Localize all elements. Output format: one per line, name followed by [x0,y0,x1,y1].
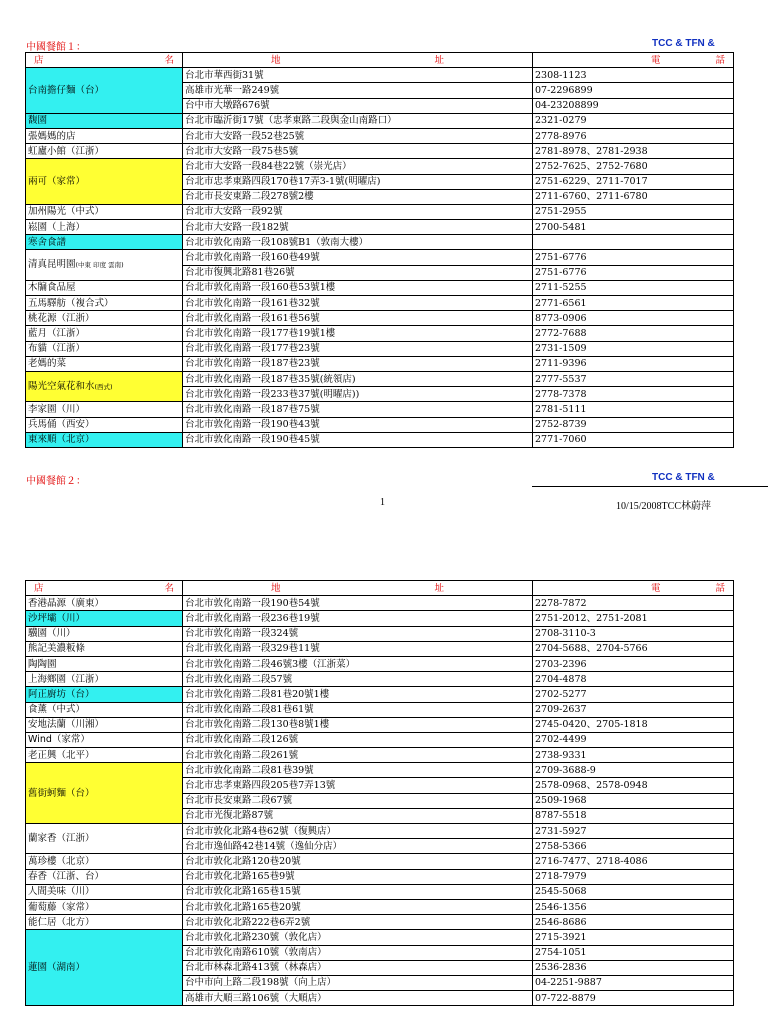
restaurant-name-text: 馥園 [28,115,48,127]
phone-cell: 2546-1356 [533,899,734,914]
table-row [26,356,734,371]
address-cell: 台北市敦化南路一段329巷11號 [183,641,533,656]
phone-cell: 2751-2955 [533,204,734,219]
table-row [26,341,734,356]
phone-cell: 2702-5277 [533,687,734,702]
restaurant-name-text: 五馬驛舫（複合式） [28,297,114,309]
restaurant-name-text: 虹廬小館（江浙） [28,145,105,157]
header-row [26,581,734,596]
phone-cell: 2751-6776 [533,250,734,265]
header-phone: 電 話 [533,53,734,68]
address-cell: 台北市林森北路413號（林森店） [183,960,533,975]
restaurant-name-text: 陶陶園 [28,658,57,670]
restaurant-name-text: Wind（家常） [28,734,90,746]
table-row [26,854,734,869]
phone-cell: 2731-1509 [533,341,734,356]
table-row [26,113,734,128]
phone-cell: 2751-2012、2751-2081 [533,611,734,626]
restaurant-name [26,159,183,205]
address-cell: 台北市大安路一段84巷22號（崇光店） [183,159,533,174]
phone-cell: 2772-7688 [533,326,734,341]
brand-label: TCC & TFN & [652,38,715,49]
restaurant-name-text: 兩可（家常） [28,176,86,188]
phone-cell: 2781-8978、2781-2938 [533,144,734,159]
restaurant-name-text: 老媽的菜 [28,358,67,370]
section-2-label: 中國餐館２： [26,476,86,487]
restaurant-name-text: 台南擔仔麵（台） [28,84,105,96]
address-cell: 台北市長安東路二段278號2樓 [183,189,533,204]
phone-cell: 2745-0420、2705-1818 [533,717,734,732]
restaurant-name [26,748,183,763]
phone-cell: 2715-3921 [533,930,734,945]
restaurant-name-text: 布貓（江浙） [28,343,86,355]
restaurant-name-text: 藍月（江浙） [28,327,86,339]
restaurant-name-text: 蓮園（湖南） [28,962,86,974]
address-cell: 台北市大安路一段52巷25號 [183,128,533,143]
restaurant-name-text: 安地法蘭（川湘） [28,719,105,731]
address-cell: 台北市忠孝東路四段170巷17弄3-1號(明曜店) [183,174,533,189]
restaurant-name-text: 寒舍食譜 [28,236,67,248]
header-row [26,53,734,68]
table-row [26,641,734,656]
table-row [26,611,734,626]
phone-cell: 07-2296899 [533,83,734,98]
restaurant-name-text: 春香（江浙、台） [28,871,105,883]
restaurant-name-text: 蘭家香（江浙） [28,833,95,845]
table-row [26,68,734,83]
restaurant-name-text: 崧園（上海） [28,221,86,233]
address-cell: 台北市敦化南路610號（敦南店） [183,945,533,960]
restaurant-name [26,113,183,128]
phone-cell: 2308-1123 [533,68,734,83]
table-row [26,235,734,250]
phone-cell: 2781-5111 [533,402,734,417]
phone-cell: 2718-7979 [533,869,734,884]
restaurant-name [26,672,183,687]
address-cell: 台北市敦化北路222巷6弄2號 [183,915,533,930]
cuisine-note: (西式) [94,382,113,391]
restaurant-name-text: 張媽媽的店 [28,130,76,142]
address-cell: 台北市敦化南路一段190巷43號 [183,417,533,432]
restaurant-name [26,280,183,295]
table-row [26,220,734,235]
table-row [26,626,734,641]
table-row [26,402,734,417]
phone-cell: 2778-8976 [533,128,734,143]
table-row [26,204,734,219]
table-row [26,596,734,611]
table-row [26,702,734,717]
address-cell: 台北市長安東路二段67號 [183,793,533,808]
restaurant-name-text: 木牖食品屋 [28,282,76,294]
table-row [26,884,734,899]
phone-cell: 2536-2836 [533,960,734,975]
restaurant-name [26,326,183,341]
table-row [26,915,734,930]
phone-cell: 2700-5481 [533,220,734,235]
restaurant-name-text: 食薰（中式） [28,704,86,716]
address-cell: 台北市敦化南路二段81巷61號 [183,702,533,717]
phone-cell [533,235,734,250]
address-cell: 台北市大安路一段182號 [183,220,533,235]
address-cell: 台北市華西街31號 [183,68,533,83]
restaurant-name-text: 東來順（北京） [28,434,95,446]
restaurant-name-text: 李家園（川） [28,403,86,415]
restaurant-name [26,763,183,824]
restaurant-name-text: 驥園（川） [28,628,76,640]
address-cell: 台北市敦化南路一段160巷53號1樓 [183,280,533,295]
table-row [26,296,734,311]
address-cell: 台中市大墩路676號 [183,98,533,113]
header-address: 地 址 [183,581,533,596]
phone-cell: 2778-7378 [533,387,734,402]
phone-cell: 2771-6561 [533,296,734,311]
restaurant-name-text: 清真昆明園 [28,259,76,271]
address-cell: 台北市敦化南路一段161巷56號 [183,311,533,326]
page-date: 10/15/2008TCC林蔚萍 [616,501,712,512]
restaurant-name [26,220,183,235]
restaurant-name [26,596,183,611]
address-cell: 台北市光復北路87號 [183,808,533,823]
phone-cell: 2777-5537 [533,371,734,386]
table-row [26,824,734,839]
address-cell: 台北市敦化南路二段81巷39號 [183,763,533,778]
address-cell: 台北市敦化南路二段81巷20號1樓 [183,687,533,702]
header-name: 店 名 [26,53,183,68]
address-cell: 台北市敦化南路二段261號 [183,748,533,763]
restaurant-name [26,235,183,250]
phone-cell: 2711-5255 [533,280,734,295]
table-row [26,930,734,945]
address-cell: 台北市敦化北路230號（敦化店） [183,930,533,945]
restaurant-name-text: 香港晶源（廣東） [28,597,105,609]
section-title: 中國餐館１： [26,42,86,53]
table-row [26,732,734,747]
phone-cell: 2738-9331 [533,748,734,763]
table-row [26,159,734,174]
restaurant-name [26,854,183,869]
restaurant-name-text: 加州陽光（中式） [28,206,105,218]
restaurant-name [26,687,183,702]
restaurant-name [26,311,183,326]
phone-cell: 2752-7625、2752-7680 [533,159,734,174]
table-row [26,128,734,143]
header-name: 店 名 [26,581,183,596]
address-cell: 台北市敦化南路一段187巷75號 [183,402,533,417]
restaurant-name [26,717,183,732]
table-row [26,280,734,295]
restaurant-name-text: 人間美味（川） [28,886,95,898]
restaurant-name [26,884,183,899]
address-cell: 台北市敦化南路二段57號 [183,672,533,687]
table-row [26,326,734,341]
restaurant-name [26,341,183,356]
brand-label-2: TCC & TFN & [652,472,715,483]
restaurant-name-text: 桃花源（江浙） [28,312,95,324]
address-cell: 台北市忠孝東路四段205巷7弄13號 [183,778,533,793]
table-row [26,748,734,763]
table-row [26,250,734,265]
phone-cell: 2752-8739 [533,417,734,432]
address-cell: 台北市逸仙路42巷14號（逸仙分店） [183,839,533,854]
restaurant-name [26,915,183,930]
address-cell: 台北市敦化南路一段177巷23號 [183,341,533,356]
address-cell: 高雄市光華一路249號 [183,83,533,98]
restaurant-name-text: 陽光空氣花和水 [28,380,95,392]
restaurant-name-text: 熊記美濃粄條 [28,643,86,655]
address-cell: 台北市敦化北路165巷20號 [183,899,533,914]
restaurant-table-1 [25,52,734,448]
phone-cell: 2709-3688-9 [533,763,734,778]
phone-cell: 2708-3110-3 [533,626,734,641]
cuisine-note: (中東 印度 雲南) [75,261,124,270]
phone-cell: 2771-7060 [533,432,734,447]
table-row [26,717,734,732]
phone-cell: 2709-2637 [533,702,734,717]
restaurant-name [26,204,183,219]
phone-cell: 2704-5688、2704-5766 [533,641,734,656]
phone-cell: 04-2251-9887 [533,975,734,990]
table-row [26,432,734,447]
table-row [26,311,734,326]
header-phone: 電 話 [533,581,734,596]
address-cell: 台北市敦化南路一段161巷32號 [183,296,533,311]
restaurant-name-text: 舊街蚵麵（台） [28,787,95,799]
restaurant-name [26,402,183,417]
address-cell: 台北市敦化南路一段187巷23號 [183,356,533,371]
phone-cell: 2711-9396 [533,356,734,371]
phone-cell: 2704-4878 [533,672,734,687]
phone-cell: 2711-6760、2711-6780 [533,189,734,204]
restaurant-name [26,899,183,914]
restaurant-name [26,250,183,280]
phone-cell: 8787-5518 [533,808,734,823]
address-cell: 台北市敦化北路165巷9號 [183,869,533,884]
restaurant-name [26,930,183,1006]
table-row [26,144,734,159]
address-cell: 台北市敦化南路一段190巷45號 [183,432,533,447]
address-cell: 台北市敦化南路二段126號 [183,732,533,747]
address-cell: 台北市敦化南路一段160巷49號 [183,250,533,265]
phone-cell: 2758-5366 [533,839,734,854]
phone-cell: 2546-8686 [533,915,734,930]
restaurant-name [26,128,183,143]
restaurant-table-2 [25,580,734,1006]
restaurant-name-text: 兵馬俑（西安） [28,419,95,431]
restaurant-name [26,144,183,159]
restaurant-name-text: 葡萄藤（家常） [28,901,95,913]
table-row [26,417,734,432]
address-cell: 台中市向上路二段198號（向上店） [183,975,533,990]
address-cell: 台北市敦化北路165巷15號 [183,884,533,899]
restaurant-name [26,371,183,401]
restaurant-name [26,824,183,854]
phone-cell: 2702-4499 [533,732,734,747]
page-number: 1 [380,497,385,508]
restaurant-name-text: 萬珍樓（北京） [28,855,95,867]
table-row [26,687,734,702]
phone-cell: 2321-0279 [533,113,734,128]
restaurant-name [26,432,183,447]
restaurant-name [26,296,183,311]
address-cell: 台北市臨沂街17號（忠孝東路二段與金山南路口） [183,113,533,128]
restaurant-name [26,656,183,671]
address-cell: 台北市敦化北路120巷20號 [183,854,533,869]
phone-cell: 2716-7477、2718-4086 [533,854,734,869]
address-cell: 台北市敦化南路一段108號B1（敦南大樓） [183,235,533,250]
footer-divider [532,486,768,487]
address-cell: 台北市敦化南路二段46號3樓（江浙菜） [183,656,533,671]
address-cell: 台北市敦化南路一段177巷19號1樓 [183,326,533,341]
restaurant-name-text: 能仁居（北方） [28,916,95,928]
phone-cell: 07-722-8879 [533,991,734,1006]
address-cell: 台北市敦化南路一段324號 [183,626,533,641]
restaurant-name-text: 老正興（北平） [28,749,95,761]
table-row [26,672,734,687]
phone-cell: 2703-2396 [533,656,734,671]
table-row [26,656,734,671]
address-cell: 台北市復興北路81巷26號 [183,265,533,280]
address-cell: 台北市敦化南路一段187巷35號(統領店) [183,371,533,386]
table-row [26,869,734,884]
restaurant-name [26,611,183,626]
restaurant-name [26,417,183,432]
address-cell: 台北市敦化南路一段233巷37號(明曜店)) [183,387,533,402]
restaurant-name [26,732,183,747]
phone-cell: 2731-5927 [533,824,734,839]
phone-cell: 2751-6776 [533,265,734,280]
restaurant-name-text: 上海鄉園（江浙） [28,673,105,685]
phone-cell: 2545-5068 [533,884,734,899]
address-cell: 高雄市大順三路106號（大順店） [183,991,533,1006]
table-row [26,763,734,778]
restaurant-name [26,641,183,656]
address-cell: 台北市敦化南路一段190巷54號 [183,596,533,611]
phone-cell: 04-23208899 [533,98,734,113]
restaurant-name [26,356,183,371]
table-row [26,899,734,914]
phone-cell: 2278-7872 [533,596,734,611]
address-cell: 台北市敦化南路一段236巷19號 [183,611,533,626]
phone-cell: 2578-0968、2578-0948 [533,778,734,793]
address-cell: 台北市敦化南路二段130巷8號1樓 [183,717,533,732]
restaurant-name [26,702,183,717]
phone-cell: 8773-0906 [533,311,734,326]
table-row [26,371,734,386]
phone-cell: 2751-6229、2711-7017 [533,174,734,189]
restaurant-name [26,869,183,884]
address-cell: 台北市大安路一段92號 [183,204,533,219]
phone-cell: 2509-1968 [533,793,734,808]
restaurant-name [26,68,183,114]
address-cell: 台北市大安路一段75巷5號 [183,144,533,159]
header-address: 地 址 [183,53,533,68]
restaurant-name-text: 阿正廚坊（台） [28,688,95,700]
restaurant-name-text: 沙坪壩（川） [28,612,86,624]
restaurant-name [26,626,183,641]
address-cell: 台北市敦化北路4巷62號（復興店） [183,824,533,839]
phone-cell: 2754-1051 [533,945,734,960]
